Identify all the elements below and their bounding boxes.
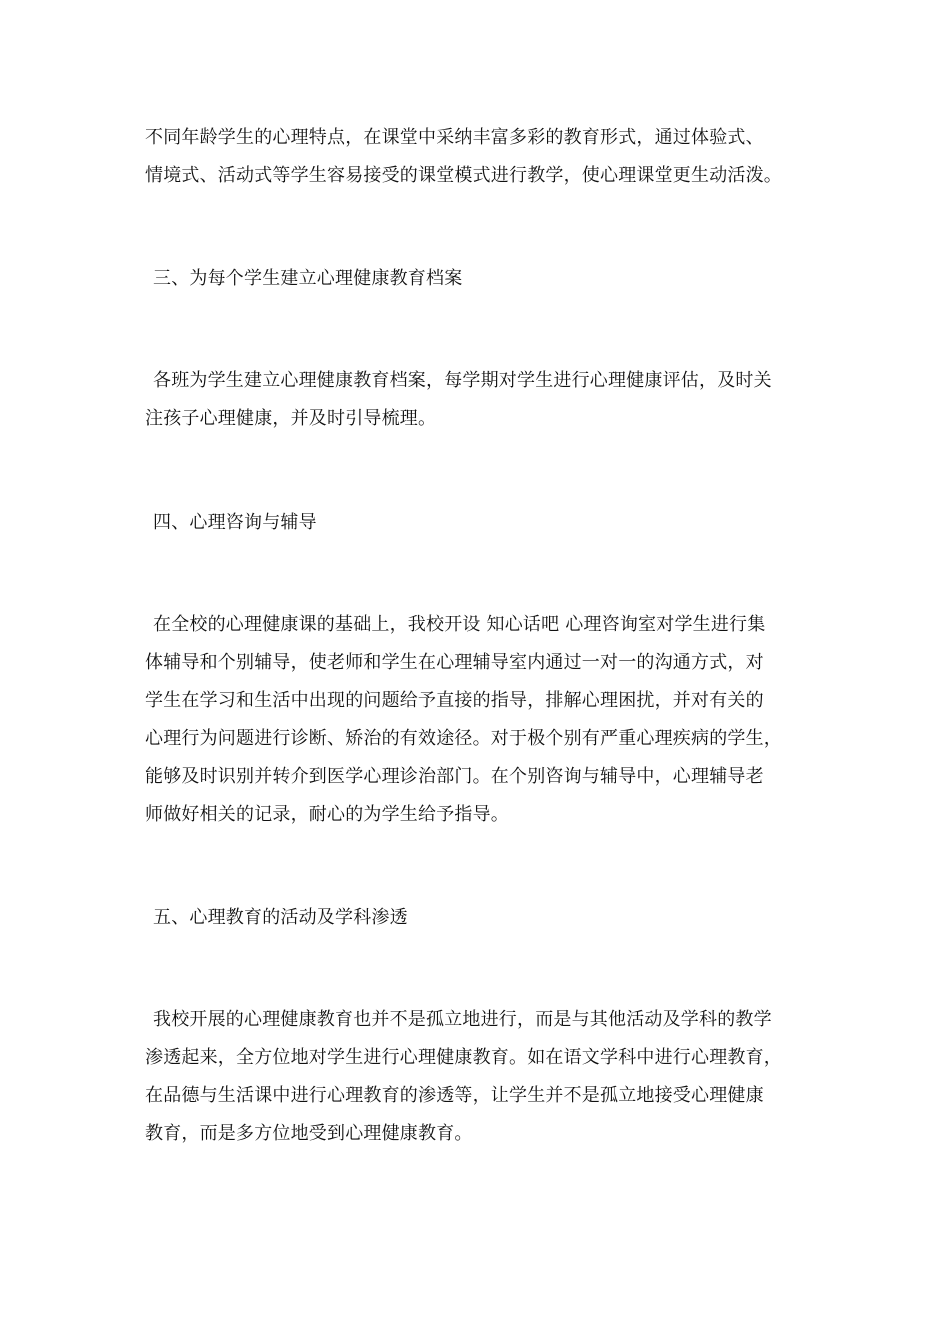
section-heading-3: 三、为每个学生建立心理健康教育档案: [153, 268, 463, 289]
paragraph-3-line-2: 注孩子心理健康，并及时引导梳理。: [145, 408, 437, 429]
paragraph-4-line-6: 师做好相关的记录，耐心的为学生给予指导。: [145, 804, 509, 825]
paragraph-5-line-2: 渗透起来，全方位地对学生进行心理健康教育。如在语文学科中进行心理教育，: [145, 1047, 782, 1068]
section-heading-4: 四、心理咨询与辅导: [153, 512, 317, 533]
paragraph-4-line-1: 在全校的心理健康课的基础上，我校开设 知心话吧 心理咨询室对学生进行集: [153, 614, 766, 635]
paragraph-1-line-2: 情境式、活动式等学生容易接受的课堂模式进行教学，使心理课堂更生动活泼。: [145, 165, 782, 186]
paragraph-5-line-3: 在品德与生活课中进行心理教育的渗透等，让学生并不是孤立地接受心理健康: [145, 1085, 764, 1106]
paragraph-4-line-2: 体辅导和个别辅导，使老师和学生在心理辅导室内通过一对一的沟通方式，对: [145, 652, 764, 673]
paragraph-1-line-1: 不同年龄学生的心理特点，在课堂中采纳丰富多彩的教育形式，通过体验式、: [145, 127, 764, 148]
section-heading-5: 五、心理教育的活动及学科渗透: [153, 907, 408, 928]
paragraph-5-line-1: 我校开展的心理健康教育也并不是孤立地进行，而是与其他活动及学科的教学: [153, 1009, 772, 1030]
paragraph-5-line-4: 教育，而是多方位地受到心理健康教育。: [145, 1123, 473, 1144]
paragraph-4-line-3: 学生在学习和生活中出现的问题给予直接的指导，排解心理困扰，并对有关的: [145, 690, 764, 711]
paragraph-4-line-5: 能够及时识别并转介到医学心理诊治部门。在个别咨询与辅导中，心理辅导老: [145, 766, 764, 787]
paragraph-4-line-4: 心理行为问题进行诊断、矫治的有效途径。对于极个别有严重心理疾病的学生，: [145, 728, 782, 749]
paragraph-3-line-1: 各班为学生建立心理健康教育档案，每学期对学生进行心理健康评估，及时关: [153, 370, 772, 391]
